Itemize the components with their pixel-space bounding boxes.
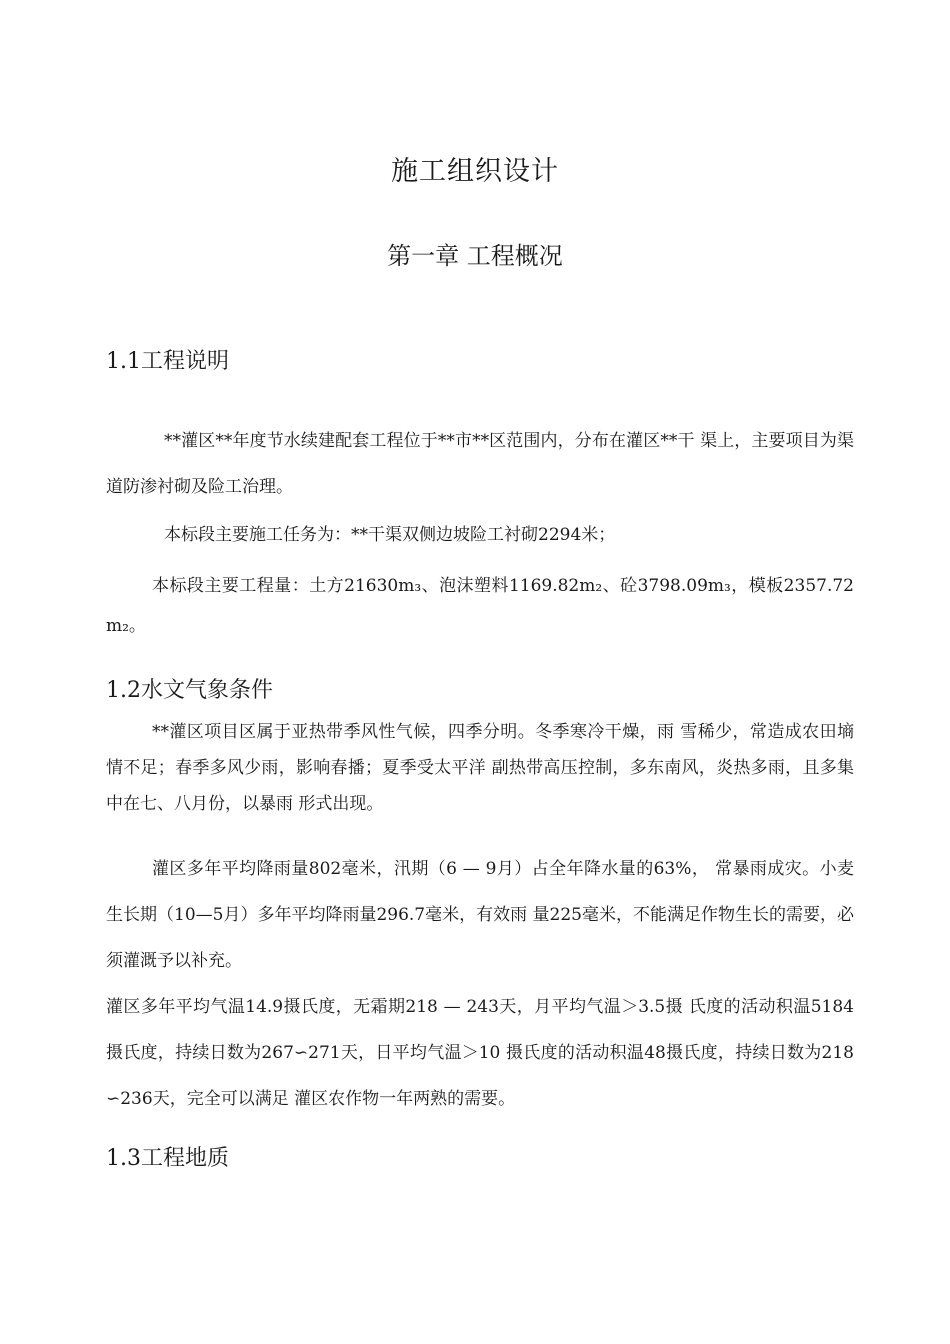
paragraph-1-2-1: **灌区项目区属于亚热带季风性气候，四季分明。冬季寒冷干燥，雨 雪稀少，常造成农田墒情不足；春季多风少雨，影响春播；夏季受太平洋 副热带高压控制，多东南风，炎热多雨，且多集中在七、八月份，以暴雨 形式出现。 — [106, 722, 854, 814]
paragraph-1-1-3: 本标段主要工程量：土方21630m₃、泡沫塑料1169.82m₂、砼3798.09m₃，模板2357.72 m₂。 — [106, 576, 854, 636]
paragraph-1-1-2: 本标段主要施工任务为：**干渠双侧边坡险工衬砌2294米； — [164, 525, 616, 545]
paragraph-1-2-3: 灌区多年平均气温14.9摄氏度，无霜期218 — 243天，月平均气温＞3.5摄 氏度的活动积温5184摄氏度，持续日数为267∽271天，日平均气温＞10 摄氏度的活动积温48摄氏度，持续日数为218∽236天，完全可以满足 灌区农作物一年两熟的需要。 — [106, 997, 854, 1109]
chapter-title: 第一章 工程概况 — [387, 242, 563, 270]
section-heading-1-1: 1.1工程说明 — [106, 349, 229, 374]
section-heading-1-3: 1.3工程地质 — [106, 1146, 229, 1171]
paragraph-1-2-2: 灌区多年平均降雨量802毫米，汛期（6 — 9月）占全年降水量的63%， 常暴雨成灾。小麦生长期（10—5月）多年平均降雨量296.7毫米，有效雨 量225毫米，不能满足作物生长的需要，必须灌溉予以补充。 — [106, 859, 854, 971]
paragraph-1-1-1: **灌区**年度节水续建配套工程位于**市**区范围内，分布在灌区**干 渠上，主要项目为渠道防渗衬砌及险工治理。 — [106, 431, 854, 497]
document-title: 施工组织设计 — [391, 156, 559, 187]
section-heading-1-2: 1.2水文气象条件 — [106, 678, 273, 703]
